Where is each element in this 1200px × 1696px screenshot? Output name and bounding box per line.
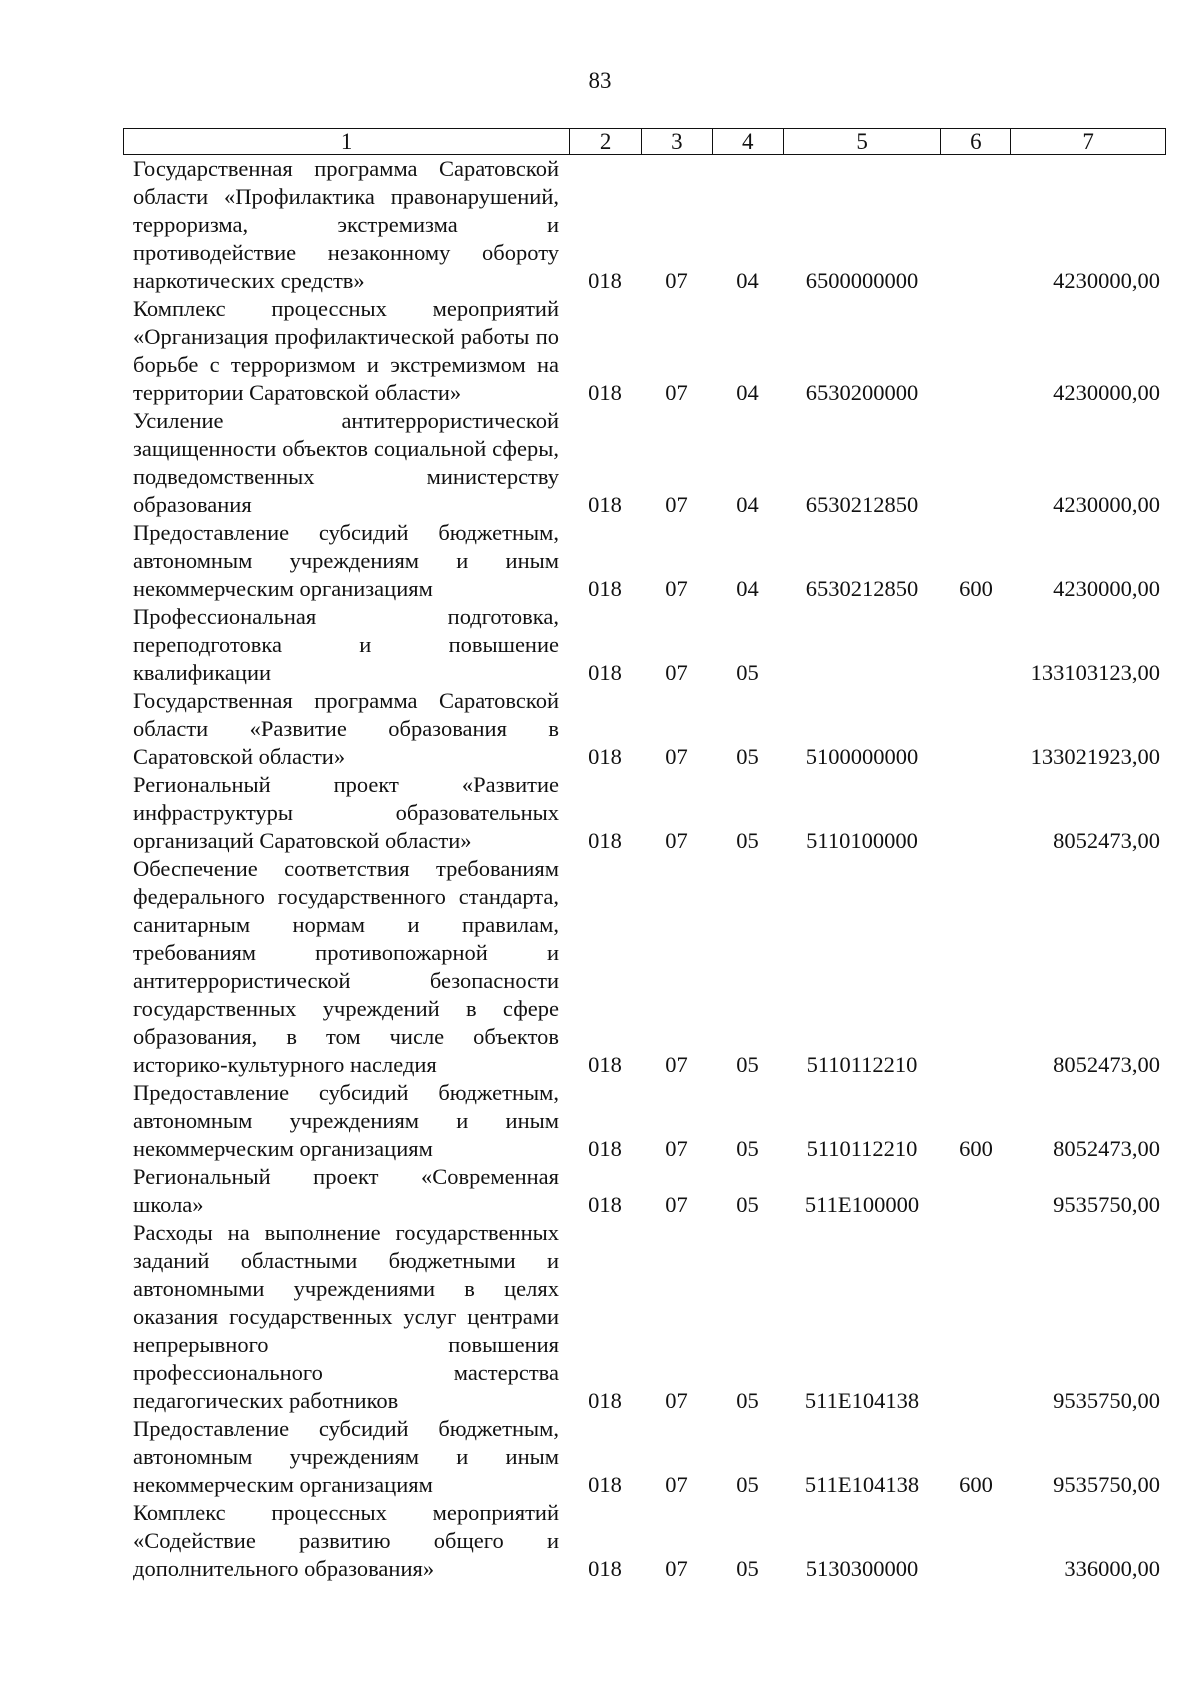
table-row [123, 603, 1166, 687]
cell-c7: 4230000,00 [1053, 492, 1160, 517]
row-name: Обеспечение соответствия требованиям федерального государственного стандарта, санитарным нормам и правилам, требованиям противопожарной и антитеррористической безопасности государственных учреждений в сфере образования, в том числе объектов историко-культурного наследия [133, 856, 559, 1077]
cell-c4: 04 [736, 492, 759, 517]
cell-c4: 05 [736, 1388, 759, 1413]
cell-c5: 6530212850 [805, 492, 919, 517]
cell-c4: 04 [736, 576, 759, 601]
cell-c4: 05 [736, 660, 759, 685]
cell-c4: 04 [736, 268, 759, 293]
cell-c3: 07 [665, 1052, 688, 1077]
cell-c2: 018 [588, 380, 622, 405]
cell-c3: 07 [665, 1136, 688, 1161]
cell-c7: 8052473,00 [1053, 1052, 1160, 1077]
cell-c2: 018 [588, 828, 622, 853]
cell-c3: 07 [665, 828, 688, 853]
table-row [123, 1163, 1166, 1219]
cell-c2: 018 [588, 492, 622, 517]
row-name: Комплекс процессных мероприятий «Организация профилактической работы по борьбе с терроризмом и экстремизмом на территории Саратовской области» [133, 296, 559, 405]
row-name: Предоставление субсидий бюджетным, автономным учреждениям и иным некоммерческим организациям [133, 520, 559, 601]
cell-c7: 336000,00 [1064, 1556, 1160, 1581]
header-col-6: 6 [940, 129, 1010, 154]
cell-c3: 07 [665, 1388, 688, 1413]
cell-c7: 4230000,00 [1053, 576, 1160, 601]
cell-c3: 07 [665, 1472, 688, 1497]
table-row [123, 295, 1166, 407]
cell-c2: 018 [588, 1052, 622, 1077]
header-col-7: 7 [1010, 129, 1165, 154]
cell-c3: 07 [665, 660, 688, 685]
table-row [123, 519, 1166, 603]
table-row [123, 1079, 1166, 1163]
cell-c6: 600 [959, 1472, 993, 1497]
cell-c5: 5110112210 [806, 1136, 918, 1161]
header-col-1: 1 [340, 129, 353, 154]
cell-c5: 6530212850 [805, 576, 919, 601]
cell-c4: 05 [736, 1052, 759, 1077]
page-number: 83 [588, 68, 612, 93]
cell-c6: 600 [959, 1136, 993, 1161]
table-row [123, 1219, 1166, 1415]
table-header [123, 128, 1166, 155]
cell-c2: 018 [588, 1136, 622, 1161]
cell-c5: 6500000000 [805, 268, 919, 293]
table-row [123, 1415, 1166, 1499]
cell-c5: 511E100000 [804, 1192, 920, 1217]
cell-c4: 05 [736, 1472, 759, 1497]
cell-c5: 511E104138 [804, 1388, 920, 1413]
table-row [123, 407, 1166, 519]
cell-c2: 018 [588, 576, 622, 601]
cell-c7: 9535750,00 [1053, 1472, 1160, 1497]
cell-c4: 05 [736, 1192, 759, 1217]
header-col-3: 3 [641, 129, 712, 154]
row-name: Предоставление субсидий бюджетным, автономным учреждениям и иным некоммерческим организациям [133, 1416, 559, 1497]
row-name: Региональный проект «Развитие инфраструктуры образовательных организаций Саратовской области» [133, 772, 559, 853]
cell-c7: 8052473,00 [1053, 1136, 1160, 1161]
table-body [123, 155, 1166, 1583]
cell-c4: 05 [736, 744, 759, 769]
cell-c5: 5110112210 [806, 1052, 918, 1077]
cell-c3: 07 [665, 380, 688, 405]
cell-c3: 07 [665, 492, 688, 517]
budget-table [123, 128, 1166, 1583]
row-name: Усиление антитеррористической защищенности объектов социальной сферы, подведомственных министерству образования [133, 408, 559, 517]
cell-c5: 6530200000 [805, 380, 919, 405]
cell-c7: 9535750,00 [1053, 1388, 1160, 1413]
cell-c7: 9535750,00 [1053, 1192, 1160, 1217]
row-name: Государственная программа Саратовской области «Развитие образования в Саратовской области» [133, 688, 559, 769]
cell-c3: 07 [665, 1192, 688, 1217]
table-row [123, 1499, 1166, 1583]
cell-c2: 018 [588, 1556, 622, 1581]
cell-c7: 8052473,00 [1053, 828, 1160, 853]
cell-c2: 018 [588, 1472, 622, 1497]
header-col-5: 5 [783, 129, 941, 154]
table-row [123, 687, 1166, 771]
cell-c2: 018 [588, 660, 622, 685]
cell-c7: 133021923,00 [1030, 744, 1160, 769]
row-name: Профессиональная подготовка, переподготовка и повышение квалификации [133, 604, 559, 685]
cell-c3: 07 [665, 268, 688, 293]
header-col-4: 4 [712, 129, 783, 154]
table-row [123, 155, 1166, 295]
cell-c5: 5130300000 [805, 1556, 919, 1581]
cell-c3: 07 [665, 576, 688, 601]
header-col-2: 2 [569, 129, 641, 154]
cell-c7: 133103123,00 [1030, 660, 1160, 685]
cell-c2: 018 [588, 1192, 622, 1217]
table-row [123, 771, 1166, 855]
cell-c4: 05 [736, 1556, 759, 1581]
cell-c4: 04 [736, 380, 759, 405]
cell-c5: 5110100000 [806, 828, 918, 853]
cell-c5: 511E104138 [804, 1472, 920, 1497]
cell-c4: 05 [736, 828, 759, 853]
row-name: Комплекс процессных мероприятий «Содействие развитию общего и дополнительного образования» [133, 1500, 559, 1581]
cell-c6: 600 [959, 576, 993, 601]
cell-c2: 018 [588, 744, 622, 769]
cell-c2: 018 [588, 268, 622, 293]
cell-c4: 05 [736, 1136, 759, 1161]
cell-c2: 018 [588, 1388, 622, 1413]
cell-c5: 5100000000 [805, 744, 919, 769]
row-name: Государственная программа Саратовской области «Профилактика правонарушений, терроризма, экстремизма и противодействие незаконному обороту наркотических средств» [133, 156, 559, 293]
cell-c7: 4230000,00 [1053, 380, 1160, 405]
row-name: Региональный проект «Современная школа» [133, 1164, 559, 1217]
row-name: Предоставление субсидий бюджетным, автономным учреждениям и иным некоммерческим организациям [133, 1080, 559, 1161]
row-name: Расходы на выполнение государственных заданий областными бюджетными и автономными учреждениями в целях оказания государственных услуг центрами непрерывного повышения профессионального мастерства педагогических работников [133, 1220, 559, 1413]
cell-c3: 07 [665, 1556, 688, 1581]
cell-c7: 4230000,00 [1053, 268, 1160, 293]
table-row [123, 855, 1166, 1079]
cell-c3: 07 [665, 744, 688, 769]
